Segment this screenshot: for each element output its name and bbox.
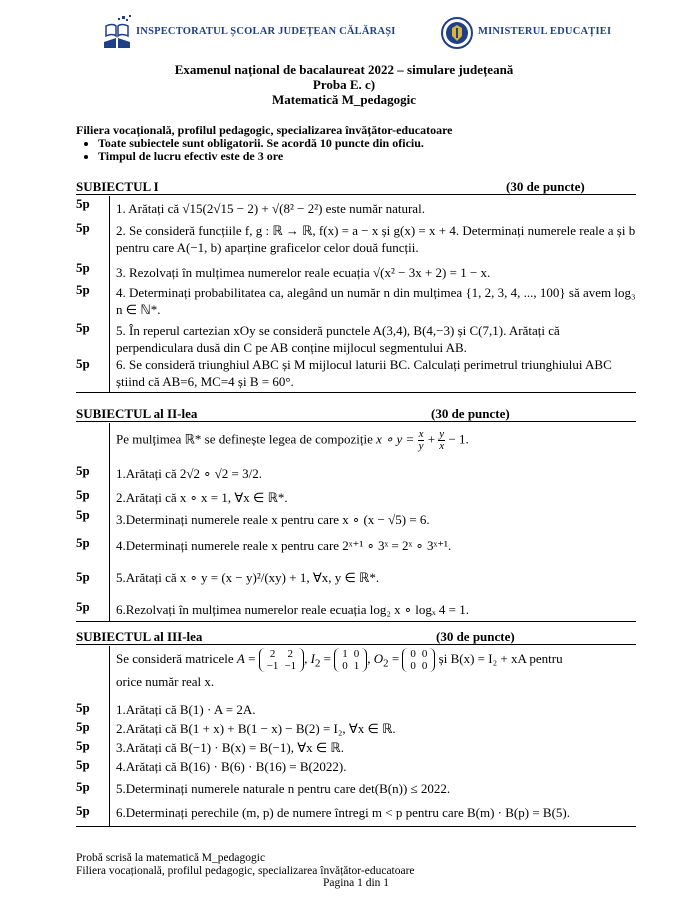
item-points: 5p (76, 282, 110, 320)
list-item (76, 561, 636, 597)
item-text: 6. Se consideră triunghiul ABC și M mijlocul laturii BC. Calculați perimetrul triunghiului ABC știind că AB=6, MC=4 și B = 60°. (116, 357, 612, 389)
section-3-intro: Se consideră matricele A = 2 2 −1 −1 , $I_2$ = 1 0 0 1 , $O_2$ = 0 0 0 0 și B(x) = I₂ + xA pentru orice număr real x. (116, 648, 563, 689)
section-1-items (76, 196, 636, 393)
list-item (76, 320, 636, 356)
page-footer (76, 852, 636, 890)
inspectorat-logo (100, 14, 400, 50)
section-2-title: SUBIECTUL al II-lea (76, 406, 198, 421)
item-points: 5p (76, 719, 110, 738)
section-2-points: (30 de puncte) (431, 406, 510, 421)
item-points: 5p (76, 507, 110, 533)
ministry-logo (440, 16, 610, 50)
ministry-logo-text: MINISTERUL EDUCAȚIEI (478, 26, 612, 37)
footer-line-1: Probă scrisă la matematică M_pedagogic (76, 852, 266, 864)
list-item (76, 738, 636, 757)
item-text: 2.Arătați că x ∘ x = 1, ∀x ∈ ℝ*. (116, 490, 288, 505)
section-1-header (76, 179, 636, 195)
item-points: 5p (76, 260, 110, 282)
item-text: 4.Arătați că B(16) · B(6) · B(16) = B(2022). (116, 759, 347, 774)
section-3-title: SUBIECTUL al III-lea (76, 629, 203, 644)
item-points: 5p (76, 320, 110, 356)
list-item (76, 533, 636, 561)
filiera-line: Filiera vocațională, profilul pedagogic, specializarea învățător-educatoare (76, 123, 453, 137)
list-item (76, 260, 636, 282)
item-points: 5p (76, 776, 110, 800)
list-item (76, 776, 636, 800)
item-text: 5.Arătați că x ∘ y = (x − y)²/(xy) + 1, ∀x, y ∈ ℝ*. (116, 570, 380, 585)
item-points: 5p (76, 356, 110, 392)
exam-instructions (76, 124, 636, 163)
item-text: 6.Rezolvați în mulțimea numerelor reale ecuația log₂ x ∘ logₓ 4 = 1. (116, 602, 469, 617)
item-points: 5p (76, 485, 110, 507)
list-item (76, 356, 636, 392)
list-item (76, 423, 636, 457)
footer-line-2: Filiera vocațională, profilul pedagogic, specializarea învățător-educatoare (76, 864, 415, 877)
section-2-intro: Pe mulțimea ℝ* se definește legea de compoziție x ∘ y = $\frac{x}{y}$ + $\frac{y}{x}$ − 1. (116, 428, 469, 452)
list-item (76, 485, 636, 507)
item-text: 1.Arătați că 2√2 ∘ √2 = 3/2. (116, 466, 262, 481)
list-item (76, 800, 636, 826)
item-text: 5. În reperul cartezian xOy se consideră punctele A(3,4), B(4,−3) și C(7,1). Arătați că perpendiculara dusă din C pe AB conține mijlocul segmentului AB. (116, 323, 560, 355)
section-2-items (76, 423, 636, 622)
item-points: 5p (76, 700, 110, 719)
section-3-items (76, 646, 636, 827)
item-text: 1. Arătați că √15(2√15 − 2) + √(8² − 2²) este număr natural. (116, 201, 425, 216)
list-item (76, 457, 636, 485)
title-line-2: Proba E. c) (312, 77, 376, 92)
item-points: 5p (76, 220, 110, 260)
instructions-list (76, 137, 636, 163)
section-2-header (76, 406, 636, 422)
fraction-x-over-y: $\frac{x}{y}$ (418, 428, 424, 452)
book-logo-icon (100, 14, 134, 50)
item-text: 2.Arătați că B(1 + x) + B(1 − x) − B(2) = I₂, ∀x ∈ ℝ. (116, 721, 396, 736)
list-item (76, 220, 636, 260)
list-item (76, 757, 636, 776)
section-3-points: (30 de puncte) (436, 629, 515, 644)
item-points: 5p (76, 738, 110, 757)
exam-title (0, 62, 688, 107)
item-text: 3.Arătați că B(−1) · B(x) = B(−1), ∀x ∈ ℝ. (116, 740, 344, 755)
item-points: 5p (76, 457, 110, 485)
item-points: 5p (76, 800, 110, 826)
section-1-points: (30 de puncte) (506, 179, 585, 194)
item-points: 5p (76, 533, 110, 561)
item-text: 2. Se consideră funcțiile f, g : ℝ → ℝ, f(x) = a − x și g(x) = x + 4. Determinați numerele reale a și b pentru care A(−1, b) aparține graficelor celor două funcții. (116, 223, 636, 255)
list-item (76, 507, 636, 533)
list-item (76, 719, 636, 738)
section-3-header (76, 629, 636, 645)
list-item (76, 700, 636, 719)
item-text: 3. Rezolvați în mulțimea numerelor reale ecuația √(x² − 3x + 2) = 1 − x. (116, 265, 491, 280)
title-line-1: Examenul național de bacalaureat 2022 – simulare județeană (174, 62, 514, 77)
item-points: 5p (76, 597, 110, 621)
instruction-item: • Timpul de lucru efectiv este de 3 ore (98, 150, 636, 163)
item-text: 4.Determinați numerele reale x pentru care 2ˣ⁺¹ ∘ 3ˣ = 2ˣ ∘ 3ˣ⁺¹. (116, 538, 452, 553)
matrix-a: 2 2 −1 −1 (259, 648, 304, 672)
section-1-title: SUBIECTUL I (76, 179, 159, 194)
coat-of-arms-icon (440, 16, 474, 50)
inspectorat-logo-text: INSPECTORATUL ȘCOLAR JUDEȚEAN CĂLĂRAȘI (136, 26, 396, 37)
item-text: 4. Determinați probabilitatea ca, alegând un număr n din mulțimea {1, 2, 3, 4, ..., 100} să avem log₃ n ∈ ℕ*. (116, 285, 636, 317)
page-number: Pagina 1 din 1 (322, 877, 390, 889)
list-item (76, 196, 636, 220)
instruction-item: • Toate subiectele sunt obligatorii. Se acordă 10 puncte din oficiu. (98, 137, 636, 150)
list-item (76, 597, 636, 621)
matrix-i2: 1 0 0 1 (334, 648, 367, 672)
list-item (76, 282, 636, 320)
item-text: 1.Arătați că B(1) · A = 2A. (116, 702, 256, 717)
item-points: 5p (76, 757, 110, 776)
item-points: 5p (76, 196, 110, 220)
item-text: 3.Determinați numerele reale x pentru care x ∘ (x − √5) = 6. (116, 512, 430, 527)
item-text: 6.Determinați perechile (m, p) de numere întregi m < p pentru care B(m) · B(p) = B(5). (116, 805, 570, 820)
list-item (76, 646, 636, 700)
item-points: 5p (76, 561, 110, 597)
matrix-o2: 0 0 0 0 (402, 648, 435, 672)
item-text: 5.Determinați numerele naturale n pentru care det(B(n)) ≤ 2022. (116, 781, 451, 796)
fraction-y-over-x: $\frac{y}{x}$ (439, 428, 445, 452)
title-line-3: Matematică M_pedagogic (271, 92, 417, 107)
